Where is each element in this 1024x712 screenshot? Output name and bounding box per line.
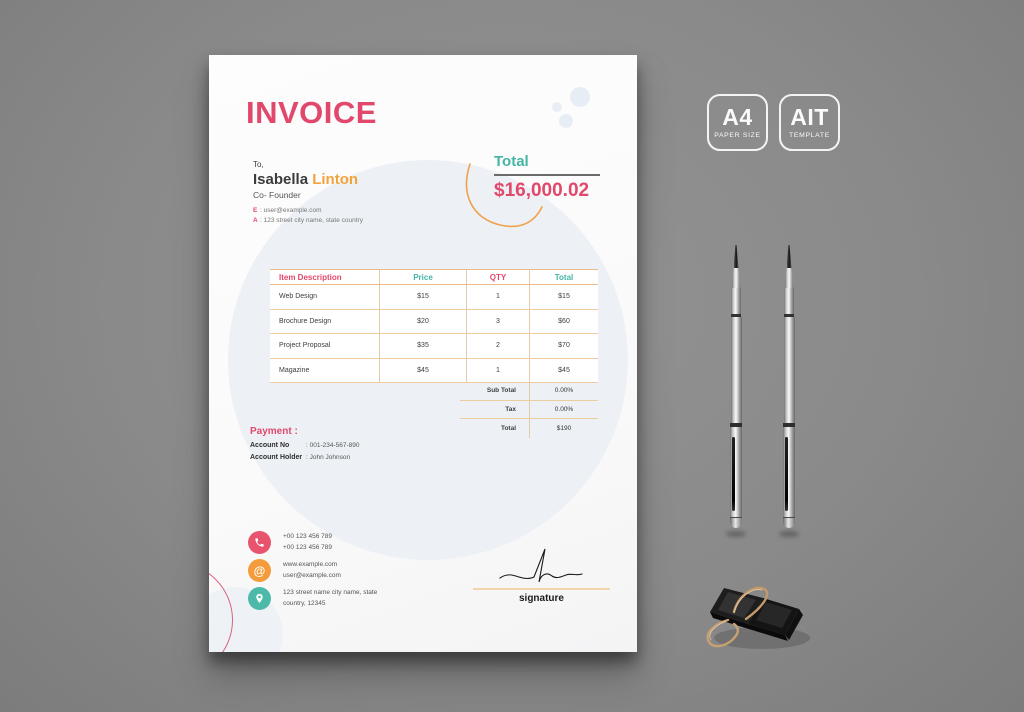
pen-clip: [785, 437, 789, 511]
to-label: To,: [253, 160, 264, 169]
invoice-title: INVOICE: [246, 95, 377, 130]
table-row: [270, 359, 598, 384]
contact-address-row: [248, 587, 377, 610]
pen-mid-barrel: [731, 317, 742, 423]
table-row: [270, 310, 598, 335]
signature-line: [473, 588, 610, 590]
recipient-email-row: [253, 206, 363, 216]
cell-item: Magazine: [279, 366, 310, 374]
at-glyph: @: [253, 563, 266, 578]
grand-total-label: Total: [500, 424, 516, 432]
contact-web-row: [248, 559, 341, 582]
ait-badge-title: AIT: [790, 104, 829, 131]
contact-phone-row: [248, 531, 332, 554]
signature-label: signature: [518, 593, 564, 604]
total-box: [494, 153, 600, 202]
pen-shadow: [779, 531, 799, 537]
cell-total: $45: [529, 359, 598, 383]
pen-tip: [787, 245, 792, 268]
phone-icon: [248, 531, 271, 554]
a4-badge-subtitle: PAPER SIZE: [714, 131, 761, 139]
cell-qty: 1: [466, 285, 529, 309]
cell-item: Project Proposal: [279, 342, 331, 350]
cell-item: Web Design: [279, 293, 318, 301]
recipient-first-name: Isabella: [253, 171, 309, 188]
recipient-address-row: [253, 216, 363, 226]
tax-label: Tax: [505, 405, 516, 413]
header-total: Total: [529, 270, 598, 284]
pen-cone: [732, 268, 741, 288]
header-price: Price: [379, 270, 466, 284]
cell-price: $45: [379, 359, 466, 383]
pen-lower-barrel: [730, 427, 743, 517]
recipient-last-name: Linton: [308, 171, 359, 188]
cell-price: $15: [379, 285, 466, 309]
payment-block: [250, 426, 360, 461]
grand-total-value: $190: [529, 419, 598, 438]
summary-row-subtotal: [460, 382, 598, 401]
email-line: user@example.com: [283, 571, 341, 579]
web-addresses: [283, 559, 341, 582]
account-holder-row: [250, 454, 360, 461]
address-value: : 123 street city name, state country: [260, 216, 363, 224]
cell-total: $15: [529, 285, 598, 309]
phone-numbers: [283, 531, 332, 554]
address-line-2: country, 12345: [283, 599, 326, 607]
pen-upper-barrel: [731, 288, 741, 314]
pen-cap: [783, 517, 796, 528]
cell-price: $20: [379, 310, 466, 334]
pen-cap: [730, 517, 743, 528]
cell-qty: 3: [466, 310, 529, 334]
total-underline: [494, 174, 600, 176]
cell-item: Brochure Design: [279, 317, 332, 325]
ait-badge-subtitle: TEMPLATE: [789, 131, 830, 139]
a4-paper-size-badge: [707, 94, 768, 151]
table-header-row: [270, 269, 598, 285]
address-line-1: 123 street name city name, state: [283, 589, 378, 596]
ait-template-badge: [779, 94, 840, 151]
subtotal-value: 0.00%: [529, 382, 598, 400]
email-value: : user@example.com: [260, 207, 322, 214]
recipient-block: [253, 160, 363, 225]
pen-left: [726, 245, 746, 528]
summary-row-tax: [460, 401, 598, 420]
pen-mid-barrel: [784, 317, 795, 423]
account-no-label: Account No: [250, 442, 290, 449]
subtotal-label: Sub Total: [486, 387, 516, 395]
cell-price: $35: [379, 334, 466, 358]
table-row: [270, 285, 598, 310]
header-item-description: Item Description: [279, 272, 342, 282]
recipient-role: Co- Founder: [253, 190, 301, 200]
table-row: [270, 334, 598, 359]
website-line: www.example.com: [283, 561, 338, 568]
signature-scribble: [497, 546, 585, 586]
tax-value: 0.00%: [529, 401, 598, 419]
total-amount: $16,000.02: [494, 180, 590, 201]
pen-shadow: [726, 531, 746, 537]
totals-summary: [460, 382, 598, 438]
summary-row-total: [460, 419, 598, 438]
phone-line-1: +00 123 456 789: [283, 533, 332, 540]
invoice-paper: [209, 55, 637, 652]
cell-total: $70: [529, 334, 598, 358]
account-holder-label: Account Holder: [250, 454, 303, 461]
pen-cone: [785, 268, 794, 288]
phone-line-2: +00 123 456 789: [283, 543, 332, 551]
pen-tip: [734, 245, 739, 268]
address-key: A: [253, 216, 258, 224]
at-icon: [248, 559, 271, 582]
account-no-value: : 001-234-567-890: [306, 442, 360, 449]
recipient-contact-lines: [253, 206, 363, 225]
header-qty: QTY: [466, 270, 529, 284]
pen-upper-barrel: [784, 288, 794, 314]
email-key: E: [253, 207, 258, 214]
items-table: [270, 269, 598, 383]
payment-title: Payment :: [250, 426, 298, 437]
pen-clip: [732, 437, 736, 511]
account-no-row: [250, 442, 360, 449]
location-pin-icon: [248, 587, 271, 610]
binder-clip: [704, 574, 824, 654]
cell-total: $60: [529, 310, 598, 334]
cell-qty: 2: [466, 334, 529, 358]
pen-lower-barrel: [783, 427, 796, 517]
street-address: [283, 587, 377, 610]
recipient-name: [253, 171, 363, 188]
account-holder-value: : John Johnson: [306, 454, 351, 461]
cell-qty: 1: [466, 359, 529, 383]
pen-right: [779, 245, 799, 528]
a4-badge-title: A4: [722, 104, 753, 131]
total-label: Total: [494, 153, 529, 170]
